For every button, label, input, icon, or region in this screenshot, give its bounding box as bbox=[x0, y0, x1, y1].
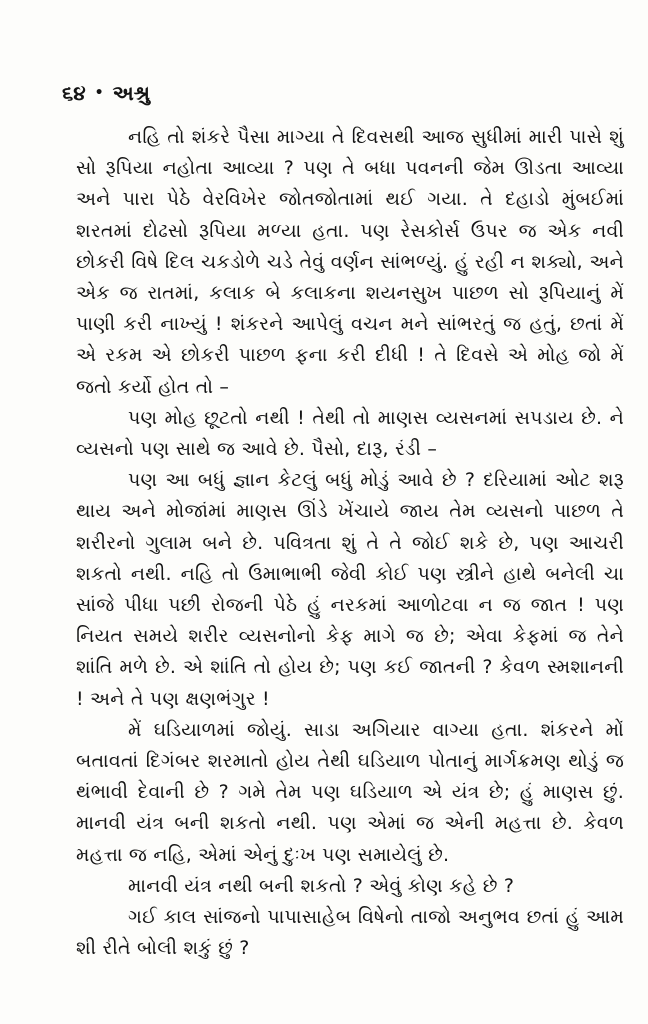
page-body bbox=[76, 122, 624, 964]
paragraph: ગઈ કાલ સાંજનો પાપાસાહેબ વિષેનો તાજો અનુભવ છતાં હું આમ શી રીતે બોલી શકું છું ? bbox=[76, 906, 624, 960]
paragraph: પણ આ બધું જ્ઞાન કેટલું બધું મોડું આવે છે ? દરિયામાં ઓટ શરૂ થાય અને મોજાંમાં માણસ ઊંડે ખેંચાયે જાય તેમ વ્યસનો પાછળ તે શરીરનો ગુલામ બને છે. પવિત્રતા શું તે તે જોઈ શકે છે, પણ આચરી શકતો નથી. નહિ તો ઉમાભાભી જેવી કોઈ પણ સ્ત્રીને હાથે બનેલી ચા સાંજે પીધા પછી રોજની પેઠે હું નરકમાં આળોટવા ન જ જાત ! પણ નિયત સમયે શરીર વ્યસનોનો કેફ માગે જ છે; એવા કેફમાં જ તેને શાંતિ મળે છે. એ શાંતિ તો હોય છે; પણ કઈ જાતની ? કેવળ સ્મશાનની ! અને તે પણ ક્ષણભંગુર ! bbox=[76, 469, 624, 710]
paragraph: મેં ઘડિયાળમાં જોયું. સાડા અગિયાર વાગ્યા હતા. શંકરને મોં બતાવતાં દિગંબર શરમાતો હોય તેથી ઘડિયાળ પોતાનું માર્ગક્રમણ થોડું જ થંભાવી દેવાની છે ? ગમે તેમ પણ ઘડિયાળ એ યંત્ર છે; હું માણસ છું. માનવી યંત્ર બની શકતો નથી. પણ એમાં જ એની મહત્તા છે. કેવળ મહત્તા જ નહિ, એમાં એનું દુઃખ પણ સમાયેલું છે. bbox=[76, 718, 624, 866]
page-number: ૬૪ bbox=[62, 81, 86, 105]
running-title: અશ્રુ bbox=[112, 81, 150, 105]
paragraph: પણ મોહ છૂટતો નથી ! તેથી તો માણસ વ્યસનમાં સપડાય છે. ને વ્યસનો પણ સાથે જ આવે છે. પૈસો, દારૂ, રંડી – bbox=[76, 406, 624, 461]
header-separator: • bbox=[94, 85, 104, 101]
paragraph: નહિ તો શંકરે પૈસા માગ્યા તે દિવસથી આજ સુધીમાં મારી પાસે શું સો રૂપિયા નહોતા આવ્યા ? પણ તે બધા પવનની જેમ ઊડતા આવ્યા અને પારા પેઠે વેરવિખેર જોતજોતામાં થઈ ગયા. તે દહાડો મુંબઈમાં શરતમાં દોઢસો રૂપિયા મળ્યા હતા. પણ રેસકોર્સ ઉપર જ એક નવી છોકરી વિષે દિલ ચકડોળે ચડે તેવું વર્ણન સાંભળ્યું. હું રહી ન શક્યો, અને એક જ રાતમાં, કલાક બે કલાકના શયનસુખ પાછળ સો રૂપિયાનું મેં પાણી કરી નાખ્યું ! શંકરને આપેલું વચન મને સાંભરતું જ હતું, છતાં મેં એ રકમ એ છોકરી પાછળ ફના કરી દીધી ! તે દિવસે એ મોહ જો મેં જતો કર્યો હોત તો – bbox=[76, 126, 624, 398]
page-header bbox=[62, 78, 150, 108]
paragraph: માનવી યંત્ર નથી બની શકતો ? એવું કોણ કહે છે ? bbox=[128, 874, 515, 897]
